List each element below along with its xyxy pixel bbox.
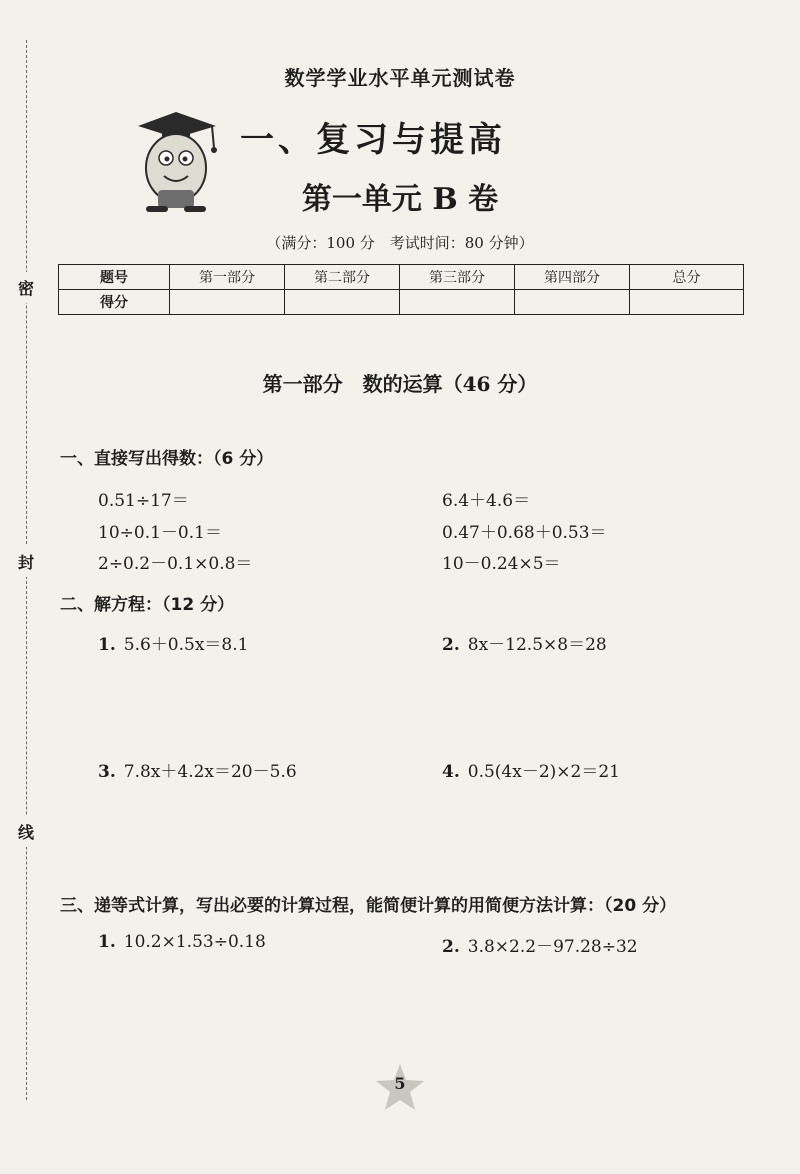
score-table-cell: 题号 <box>59 265 170 290</box>
item-number: 2. <box>442 937 460 957</box>
item-number: 1. <box>98 932 116 952</box>
calc-item: 10÷0.1－0.1＝ <box>98 523 222 543</box>
margin-label-mi: 密 <box>18 272 34 303</box>
score-table-cell: 第三部分 <box>400 265 515 290</box>
equation-item <box>442 757 620 782</box>
calc-item: 10－0.24×5＝ <box>442 554 561 574</box>
score-table-cell: 得分 <box>59 290 170 315</box>
calculation-item <box>98 932 266 952</box>
section-heading-direct-results: 一、直接写出得数：（6 分） <box>60 449 274 469</box>
series-title: 数学学业水平单元测试卷 <box>284 66 516 90</box>
equation-text: 0.5(4x－2)×2＝21 <box>467 762 620 782</box>
score-input-part1[interactable] <box>170 290 285 315</box>
score-table-score-row <box>59 290 744 315</box>
score-input-total[interactable] <box>630 290 744 315</box>
calc-item: 2÷0.2－0.1×0.8＝ <box>98 554 253 574</box>
score-table-cell: 第一部分 <box>170 265 285 290</box>
calc-item: 0.51÷17＝ <box>98 491 189 511</box>
score-table-cell: 第四部分 <box>515 265 630 290</box>
score-table <box>58 264 744 315</box>
unit-title: 第一单元 B 卷 <box>301 182 499 217</box>
equation-item <box>442 630 607 655</box>
item-number: 1. <box>98 635 116 655</box>
section-heading-equations: 二、解方程：（12 分） <box>60 595 235 615</box>
equation-item <box>98 630 248 655</box>
score-table-cell: 总分 <box>630 265 744 290</box>
equation-item <box>98 757 297 782</box>
item-number: 3. <box>98 762 116 782</box>
section-heading-step-calculation: 三、递等式计算，写出必要的计算过程，能简便计算的用简便方法计算：（20 分） <box>60 896 677 916</box>
equation-text: 8x－12.5×8＝28 <box>467 635 607 655</box>
equation-text: 5.6＋0.5x＝8.1 <box>123 635 249 655</box>
calc-item: 6.4＋4.6＝ <box>442 491 531 511</box>
margin-label-xian: 线 <box>18 816 34 847</box>
calc-item: 0.47＋0.68＋0.53＝ <box>442 523 607 543</box>
part-title: 第一部分 数的运算（46 分） <box>262 372 538 396</box>
equation-text: 7.8x＋4.2x＝20－5.6 <box>123 762 297 782</box>
exam-info: （满分：100 分 考试时间：80 分钟） <box>266 234 534 252</box>
margin-label-feng: 封 <box>18 546 34 577</box>
calculation-item <box>442 932 638 957</box>
score-table-cell: 第二部分 <box>285 265 400 290</box>
item-number: 4. <box>442 762 460 782</box>
score-table-header-row <box>59 265 744 290</box>
page-number: 5 <box>394 1074 406 1093</box>
score-input-part4[interactable] <box>515 290 630 315</box>
item-number: 2. <box>442 635 460 655</box>
score-input-part2[interactable] <box>285 290 400 315</box>
chapter-title: 一、复习与提高 <box>240 120 506 160</box>
calculation-text: 3.8×2.2－97.28÷32 <box>467 937 638 957</box>
calculation-text: 10.2×1.53÷0.18 <box>123 932 266 952</box>
score-input-part3[interactable] <box>400 290 515 315</box>
